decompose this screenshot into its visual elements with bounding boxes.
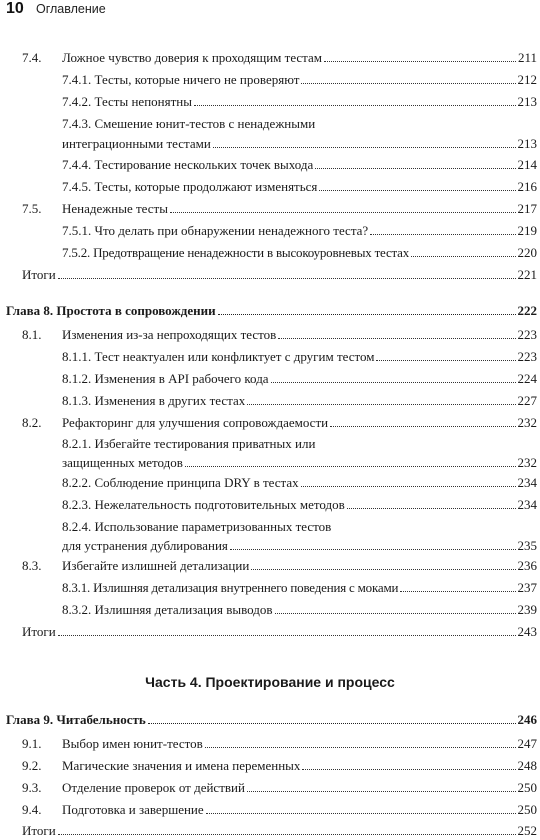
dot-leader bbox=[170, 212, 516, 213]
dot-leader bbox=[58, 278, 516, 279]
page-ref: 214 bbox=[517, 157, 537, 172]
dot-leader bbox=[213, 147, 516, 148]
entry-title: Магические значения и имена переменных bbox=[62, 758, 301, 773]
dot-leader bbox=[324, 61, 516, 62]
dot-leader bbox=[247, 791, 516, 792]
dot-leader bbox=[271, 382, 516, 383]
section-number: 8.2. bbox=[22, 415, 42, 430]
dot-leader bbox=[230, 549, 516, 550]
dot-leader bbox=[370, 234, 515, 235]
page-ref: 224 bbox=[517, 371, 537, 386]
entry-title: 7.4.4. Тестирование нескольких точек выхода bbox=[62, 157, 314, 172]
page-ref: 237 bbox=[517, 580, 537, 595]
entry-title-line2: защищенных методов bbox=[62, 455, 183, 470]
entry-title: 8.2.3. Нежелательность подготовительных методов bbox=[62, 497, 345, 512]
page-ref: 213 bbox=[517, 94, 537, 109]
section-number: 9.2. bbox=[22, 758, 42, 773]
entry-title: 7.5.1. Что делать при обнаружении ненадежного теста? bbox=[62, 223, 369, 238]
entry-title: Изменения из-за непроходящих тестов bbox=[62, 327, 277, 342]
page-ref: 232 bbox=[517, 415, 537, 430]
entry-title-line2: для устранения дублирования bbox=[62, 538, 228, 553]
page-ref: 252 bbox=[517, 823, 537, 838]
dot-leader bbox=[315, 168, 515, 169]
page-ref: 223 bbox=[517, 349, 537, 364]
section-number: 7.4. bbox=[22, 50, 42, 65]
page-ref: 213 bbox=[517, 136, 537, 151]
entry-title: 8.2.2. Соблюдение принципа DRY в тестах bbox=[62, 475, 299, 490]
entry-title: Выбор имен юнит-тестов bbox=[62, 736, 203, 751]
section-number: 8.3. bbox=[22, 558, 42, 573]
entry-title: Итоги bbox=[22, 267, 56, 282]
page-ref: 220 bbox=[517, 245, 537, 260]
page-ref: 234 bbox=[517, 475, 537, 490]
page-ref: 227 bbox=[517, 393, 537, 408]
dot-leader bbox=[205, 747, 516, 748]
entry-title: 7.4.1. Тесты, которые ничего не проверяют bbox=[62, 72, 300, 87]
section-number: 9.1. bbox=[22, 736, 42, 751]
entry-title-line2: интеграционными тестами bbox=[62, 136, 211, 151]
entry-title: Итоги bbox=[22, 823, 56, 838]
dot-leader bbox=[301, 486, 516, 487]
entry-title-line1: 7.4.3. Смешение юнит-тестов с ненадежными bbox=[62, 116, 316, 131]
entry-title: 7.4.2. Тесты непонятны bbox=[62, 94, 192, 109]
page-ref: 223 bbox=[517, 327, 537, 342]
entry-title: 8.3.1. Излишняя детализация внутреннего поведения с моками bbox=[62, 580, 399, 595]
section-number: 7.5. bbox=[22, 201, 42, 216]
dot-leader bbox=[251, 569, 515, 570]
dot-leader bbox=[278, 338, 515, 339]
dot-leader bbox=[58, 635, 516, 636]
dot-leader bbox=[275, 613, 516, 614]
dot-leader bbox=[58, 834, 516, 835]
dot-leader bbox=[218, 314, 516, 315]
entry-title: Подготовка и завершение bbox=[62, 802, 204, 817]
page-ref: 219 bbox=[517, 223, 537, 238]
entry-title: Глава 8. Простота в сопровождении bbox=[6, 303, 216, 318]
dot-leader bbox=[400, 591, 515, 592]
entry-title: 8.1.1. Тест неактуален или конфликтует с другим тестом bbox=[62, 349, 375, 364]
dot-leader bbox=[148, 723, 516, 724]
page-ref: 247 bbox=[517, 736, 537, 751]
dot-leader bbox=[194, 105, 516, 106]
page-ref: 250 bbox=[517, 780, 537, 795]
section-number: 9.3. bbox=[22, 780, 42, 795]
dot-leader bbox=[347, 508, 516, 509]
page-ref: 248 bbox=[517, 758, 537, 773]
page-ref: 222 bbox=[517, 303, 537, 318]
page-number: 10 bbox=[6, 0, 24, 17]
entry-title: Глава 9. Читабельность bbox=[6, 712, 146, 727]
page-ref: 234 bbox=[517, 497, 537, 512]
entry-title: Ненадежные тесты bbox=[62, 201, 168, 216]
page-ref: 211 bbox=[517, 50, 537, 65]
page-ref: 217 bbox=[517, 201, 537, 216]
dot-leader bbox=[301, 83, 515, 84]
entry-title: Отделение проверок от действий bbox=[62, 780, 245, 795]
page-ref: 239 bbox=[517, 602, 537, 617]
dot-leader bbox=[302, 769, 515, 770]
entry-title: Ложное чувство доверия к проходящим тестам bbox=[62, 50, 323, 65]
entry-title: 8.1.3. Изменения в других тестах bbox=[62, 393, 246, 408]
page-ref: 246 bbox=[517, 712, 537, 727]
running-title: Оглавление bbox=[36, 2, 106, 16]
page-ref: 243 bbox=[517, 624, 537, 639]
page-ref: 236 bbox=[517, 558, 537, 573]
entry-title-line1: 8.2.1. Избегайте тестирования приватных или bbox=[62, 436, 316, 451]
dot-leader bbox=[206, 813, 516, 814]
dot-leader bbox=[411, 256, 515, 257]
dot-leader bbox=[376, 360, 515, 361]
dot-leader bbox=[247, 404, 515, 405]
section-number: 9.4. bbox=[22, 802, 42, 817]
dot-leader bbox=[330, 426, 515, 427]
entry-title-line1: 8.2.4. Использование параметризованных тестов bbox=[62, 519, 332, 534]
entry-title: Рефакторинг для улучшения сопровождаемости bbox=[62, 415, 329, 430]
entry-title: 8.3.2. Излишняя детализация выводов bbox=[62, 602, 273, 617]
section-number: 8.1. bbox=[22, 327, 42, 342]
entry-title: 7.4.5. Тесты, которые продолжают изменяться bbox=[62, 179, 318, 194]
entry-title: 8.1.2. Изменения в API рабочего кода bbox=[62, 371, 269, 386]
page-ref: 212 bbox=[517, 72, 537, 87]
entry-title: Избегайте излишней детализации bbox=[62, 558, 250, 573]
entry-title: Итоги bbox=[22, 624, 56, 639]
page-ref: 216 bbox=[517, 179, 537, 194]
part-heading[interactable]: Часть 4. Проектирование и процесс bbox=[145, 674, 395, 690]
page-ref: 232 bbox=[517, 455, 537, 470]
page-header bbox=[0, 0, 540, 22]
page-ref: 235 bbox=[517, 538, 537, 553]
entry-title: 7.5.2. Предотвращение ненадежности в высокоуровневых тестах bbox=[62, 245, 410, 260]
page-ref: 221 bbox=[517, 267, 537, 282]
dot-leader bbox=[185, 466, 516, 467]
dot-leader bbox=[319, 190, 515, 191]
page-ref: 250 bbox=[517, 802, 537, 817]
